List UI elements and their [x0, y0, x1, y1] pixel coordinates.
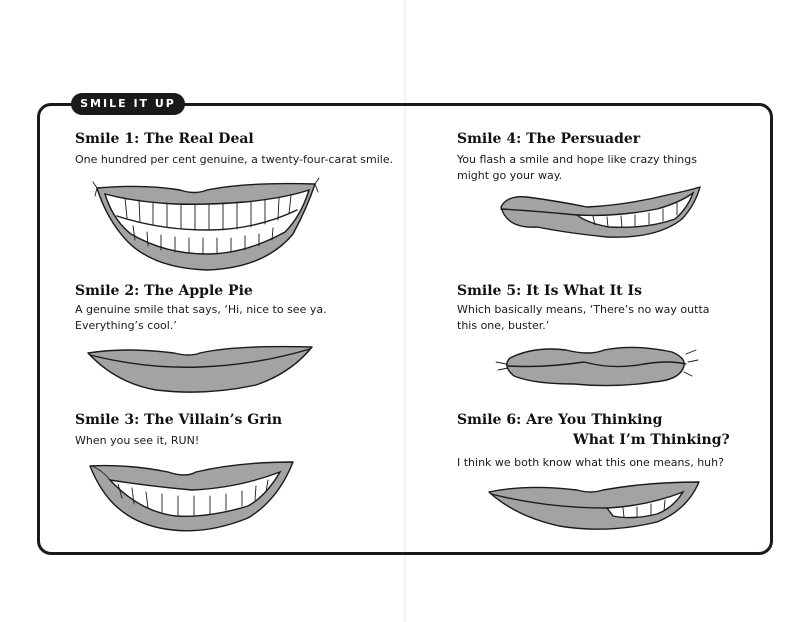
smile-6-description-line: I think we both know what this one means, huh?: [457, 456, 724, 469]
smile-6-description: [457, 455, 724, 471]
smile-5-description: [457, 302, 710, 334]
smile-4-description: [457, 152, 697, 184]
smile-2-lips-illustration: [86, 343, 316, 398]
smile-4-description-line-2: might go your way.: [457, 169, 563, 182]
smile-6-lips-illustration: [487, 480, 701, 535]
smile-6-title-line-2: What I’m Thinking?: [573, 432, 730, 448]
smile-2-title: Smile 2: The Apple Pie: [75, 283, 253, 299]
smile-3-title: Smile 3: The Villain’s Grin: [75, 412, 283, 428]
smile-5-title: Smile 5: It Is What It Is: [457, 283, 642, 299]
smile-2-description: [75, 302, 327, 334]
smile-5-description-line-1: Which basically means, ‘There’s no way outta: [457, 303, 710, 316]
smile-5-lips-illustration: [494, 342, 700, 390]
smile-1-title: Smile 1: The Real Deal: [75, 131, 254, 147]
smile-3-lips-illustration: [88, 460, 296, 535]
smile-6-title-line-1: Smile 6: Are You Thinking: [457, 412, 663, 428]
smile-2-description-line-1: A genuine smile that says, ‘Hi, nice to see ya.: [75, 303, 327, 316]
smile-4-title: Smile 4: The Persuader: [457, 131, 641, 147]
smile-4-description-line-1: You flash a smile and hope like crazy things: [457, 153, 697, 166]
smile-4-lips-illustration: [497, 185, 703, 245]
smile-1-description-line: One hundred per cent genuine, a twenty-four-carat smile.: [75, 153, 394, 166]
smile-2-description-line-2: Everything’s cool.’: [75, 319, 177, 332]
smile-1-lips-illustration: [95, 178, 320, 273]
smile-5-description-line-2: this one, buster.’: [457, 319, 550, 332]
smile-3-description-line: When you see it, RUN!: [75, 434, 200, 447]
smile-3-description: [75, 433, 199, 449]
smile-1-description: [75, 152, 393, 168]
section-tab: SMILE IT UP: [71, 93, 185, 115]
